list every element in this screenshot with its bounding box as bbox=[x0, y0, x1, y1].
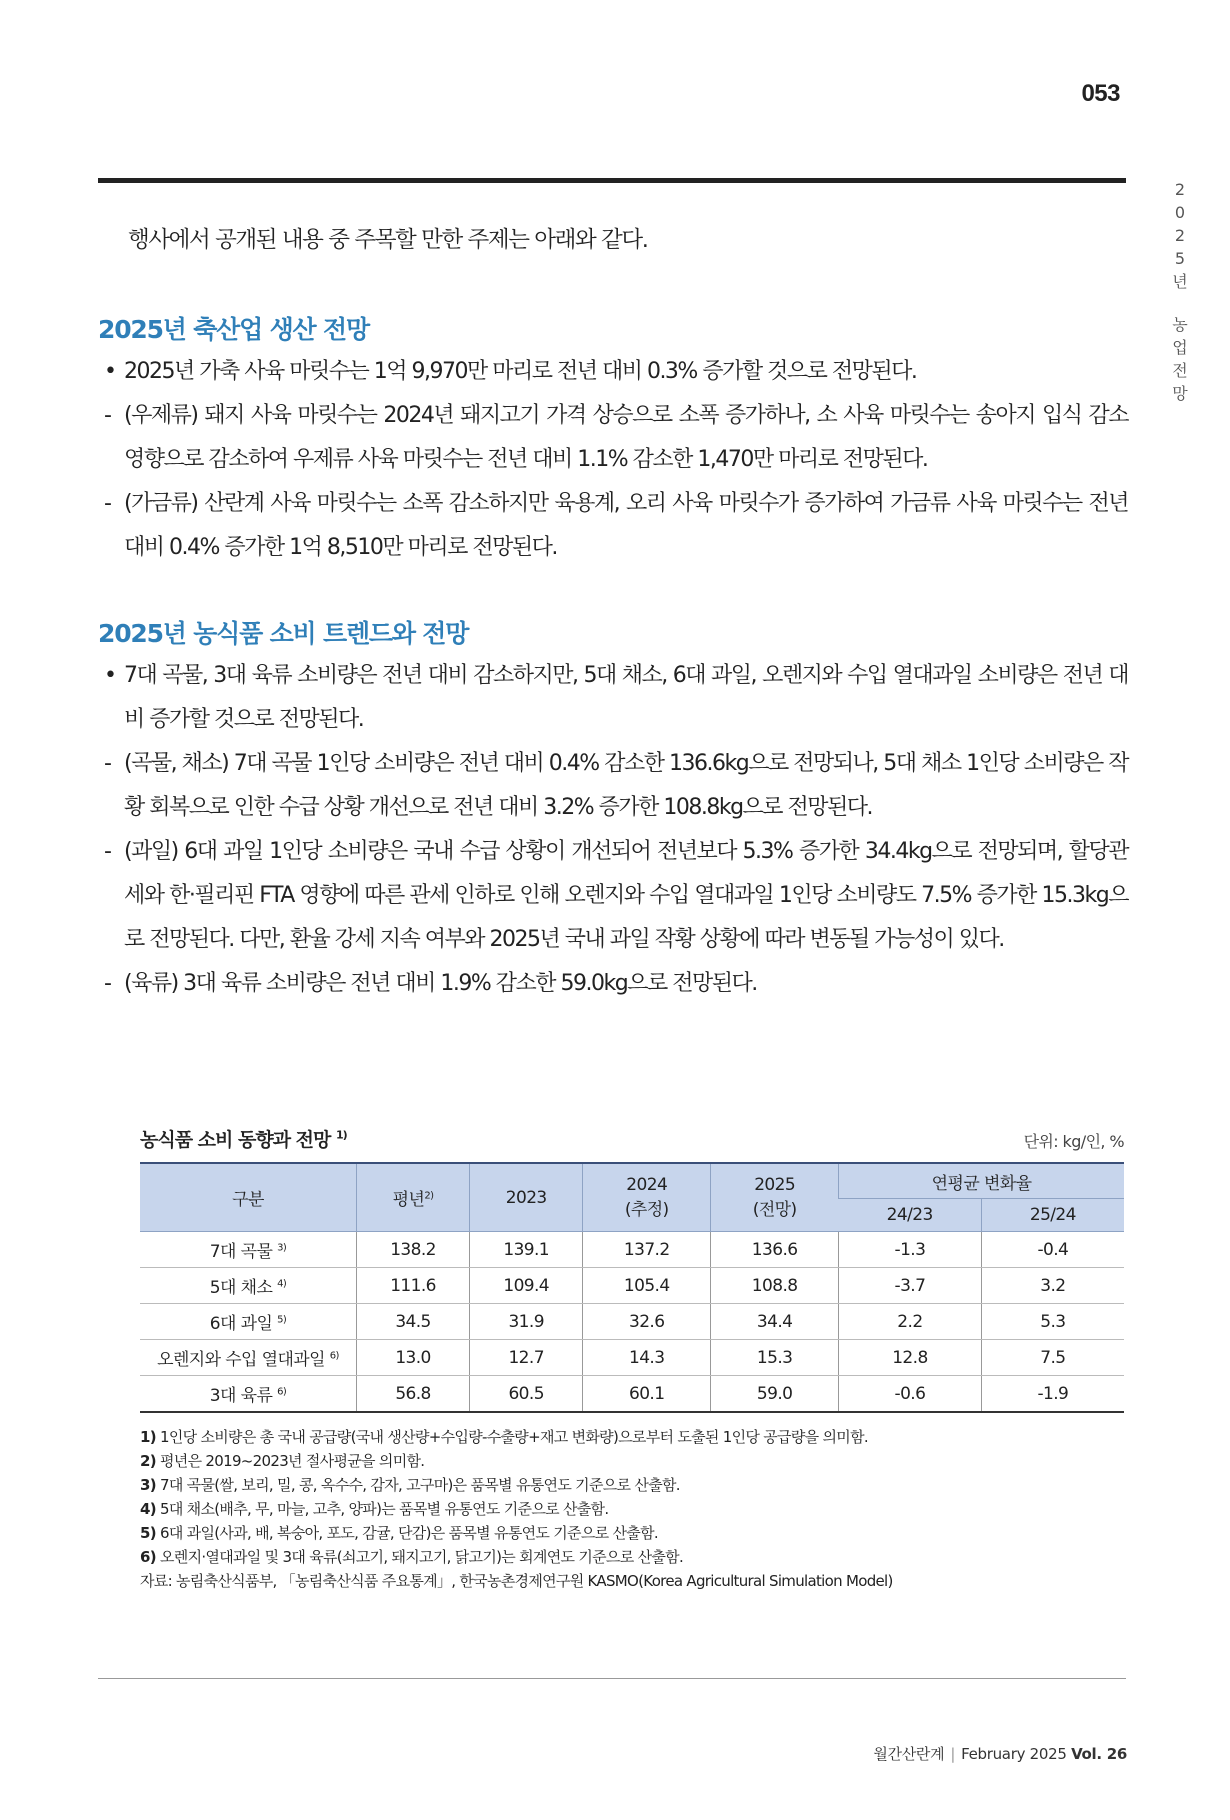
table-cell: 105.4 bbox=[583, 1268, 711, 1304]
dash-paragraph: - (육류) 3대 육류 소비량은 전년 대비 1.9% 감소한 59.0kg으로 전망된다. bbox=[98, 962, 1128, 1006]
table-cell: 60.5 bbox=[470, 1376, 583, 1413]
table-cell: 3.2 bbox=[981, 1268, 1124, 1304]
footnote-number: 1) bbox=[140, 1428, 156, 1446]
table-unit: 단위: kg/인, % bbox=[1023, 1132, 1124, 1151]
table-cell: 12.7 bbox=[470, 1340, 583, 1376]
footnote bbox=[140, 1497, 1124, 1521]
table-cell: -1.3 bbox=[839, 1232, 982, 1268]
header-2024-year: 2024 bbox=[626, 1175, 668, 1195]
header-average-footnote: 2) bbox=[424, 1190, 434, 1202]
footer-issue: February 2025 bbox=[961, 1745, 1067, 1763]
section-title-consumption: 2025년 농식품 소비 트렌드와 전망 bbox=[98, 619, 469, 648]
footnote-text: 1인당 소비량은 총 국내 공급량(국내 생산량+수입량-수출량+재고 변화량)으로부터 도출된 1인당 공급량을 의미함. bbox=[159, 1428, 868, 1446]
footnote-number: 5) bbox=[140, 1524, 156, 1542]
table-cell: 111.6 bbox=[356, 1268, 469, 1304]
table-row bbox=[140, 1340, 1124, 1376]
row-label-text: 3대 육류 bbox=[209, 1386, 273, 1406]
table-cell: -1.9 bbox=[981, 1376, 1124, 1413]
table-cell: 5.3 bbox=[981, 1304, 1124, 1340]
footnote bbox=[140, 1473, 1124, 1497]
table-cell: -3.7 bbox=[839, 1268, 982, 1304]
header-change-25-24: 25/24 bbox=[981, 1199, 1124, 1232]
row-footnote: 3) bbox=[277, 1242, 287, 1254]
side-tab-char: 2 bbox=[1174, 226, 1186, 245]
top-divider bbox=[98, 178, 1126, 183]
table-cell: 12.8 bbox=[839, 1340, 982, 1376]
intro-paragraph: 행사에서 공개된 내용 중 주목할 만한 주제는 아래와 같다. bbox=[128, 227, 648, 253]
footer-magazine: 월간산란계 bbox=[873, 1745, 945, 1763]
table-title-footnote: 1) bbox=[336, 1128, 347, 1142]
table-cell: -0.6 bbox=[839, 1376, 982, 1413]
table-row bbox=[140, 1232, 1124, 1268]
page-number: 053 bbox=[1081, 80, 1120, 107]
footnote-number: 6) bbox=[140, 1548, 156, 1566]
table-cell: 15.3 bbox=[711, 1340, 839, 1376]
row-label bbox=[140, 1232, 356, 1268]
table-row bbox=[140, 1268, 1124, 1304]
footnote bbox=[140, 1449, 1124, 1473]
footnote-text: 평년은 2019~2023년 절사평균을 의미함. bbox=[159, 1452, 425, 1470]
table-row bbox=[140, 1376, 1124, 1413]
article-body bbox=[98, 210, 1128, 1006]
row-label bbox=[140, 1340, 356, 1376]
footnote-text: 5대 채소(배추, 무, 마늘, 고추, 양파)는 품목별 유통연도 기준으로 산출함. bbox=[159, 1500, 609, 1518]
side-tab-char: 망 bbox=[1172, 384, 1188, 403]
table-cell: 60.1 bbox=[583, 1376, 711, 1413]
footnote bbox=[140, 1545, 1124, 1569]
header-change-24-23: 24/23 bbox=[839, 1199, 982, 1232]
source-note: 자료: 농림축산식품부, 「농림축산식품 주요통계」, 한국농촌경제연구원 KASMO(Korea Agricultural Simulation Model) bbox=[140, 1572, 893, 1590]
table-cell: 109.4 bbox=[470, 1268, 583, 1304]
page-footer bbox=[873, 1743, 1127, 1764]
row-label-text: 5대 채소 bbox=[209, 1278, 273, 1298]
side-tab-char: 농 bbox=[1172, 315, 1188, 334]
row-label-text: 오렌지와 수입 열대과일 bbox=[157, 1350, 325, 1370]
footnote-number: 3) bbox=[140, 1476, 156, 1494]
table-title-text: 농식품 소비 동향과 전망 bbox=[140, 1129, 331, 1151]
table-cell: 56.8 bbox=[356, 1376, 469, 1413]
table-cell: 138.2 bbox=[356, 1232, 469, 1268]
row-label bbox=[140, 1304, 356, 1340]
table-cell: 139.1 bbox=[470, 1232, 583, 1268]
bottom-divider bbox=[98, 1678, 1126, 1679]
header-2025-year: 2025 bbox=[754, 1175, 796, 1195]
table-cell: 108.8 bbox=[711, 1268, 839, 1304]
table-cell: 7.5 bbox=[981, 1340, 1124, 1376]
section-title-livestock: 2025년 축산업 생산 전망 bbox=[98, 315, 369, 344]
table-cell: 137.2 bbox=[583, 1232, 711, 1268]
bullet-paragraph: • 7대 곡물, 3대 육류 소비량은 전년 대비 감소하지만, 5대 채소, 6대 과일, 오렌지와 수입 열대과일 소비량은 전년 대비 증가할 것으로 전망된다. bbox=[98, 654, 1128, 742]
side-tab-char: 0 bbox=[1174, 203, 1186, 222]
header-category: 구분 bbox=[140, 1163, 356, 1232]
table-cell: 34.4 bbox=[711, 1304, 839, 1340]
side-tab-char: 업 bbox=[1172, 338, 1188, 357]
row-footnote: 6) bbox=[329, 1350, 339, 1362]
table-cell: 59.0 bbox=[711, 1376, 839, 1413]
header-average-text: 평년 bbox=[392, 1190, 425, 1210]
row-label bbox=[140, 1376, 356, 1413]
table-cell: 31.9 bbox=[470, 1304, 583, 1340]
side-tab-char: 전 bbox=[1172, 361, 1188, 380]
table-cell: 2.2 bbox=[839, 1304, 982, 1340]
row-label-text: 7대 곡물 bbox=[209, 1242, 273, 1262]
footnote-text: 오렌지·열대과일 및 3대 육류(쇠고기, 돼지고기, 닭고기)는 회계연도 기준으로 산출함. bbox=[159, 1548, 684, 1566]
side-section-tab bbox=[1168, 178, 1192, 405]
dash-paragraph: - (과일) 6대 과일 1인당 소비량은 국내 수급 상황이 개선되어 전년보다 5.3% 증가한 34.4kg으로 전망되며, 할당관세와 한·필리핀 FTA 영향에 따른 관세 인하로 인해 오렌지와 수입 열대과일 1인당 소비량도 7.5% 증가한 15.3kg으로 전망된다. 다만, 환율 강세 지속 여부와 2025년 국내 과일 작황 상황에 따라 변동될 가능성이 있다. bbox=[98, 830, 1128, 962]
table-cell: 34.5 bbox=[356, 1304, 469, 1340]
footnote bbox=[140, 1521, 1124, 1545]
table-row bbox=[140, 1304, 1124, 1340]
side-tab-char: 2 bbox=[1174, 180, 1186, 199]
row-footnote: 6) bbox=[277, 1386, 287, 1398]
table-title bbox=[140, 1125, 347, 1152]
footnote bbox=[140, 1425, 1124, 1449]
consumption-table-block bbox=[140, 1125, 1124, 1593]
header-change-rate: 연평균 변화율 bbox=[839, 1163, 1124, 1199]
table-cell: 32.6 bbox=[583, 1304, 711, 1340]
footnote-text: 7대 곡물(쌀, 보리, 밀, 콩, 옥수수, 감자, 고구마)은 품목별 유통연도 기준으로 산출함. bbox=[159, 1476, 680, 1494]
footnote-number: 4) bbox=[140, 1500, 156, 1518]
header-2023: 2023 bbox=[470, 1163, 583, 1232]
table-cell: 136.6 bbox=[711, 1232, 839, 1268]
header-2024 bbox=[583, 1163, 711, 1232]
row-footnote: 4) bbox=[277, 1278, 287, 1290]
dash-paragraph: - (가금류) 산란계 사육 마릿수는 소폭 감소하지만 육용계, 오리 사육 마릿수가 증가하여 가금류 사육 마릿수는 전년 대비 0.4% 증가한 1억 8,510만 마리로 전망된다. bbox=[98, 482, 1128, 570]
header-2025 bbox=[711, 1163, 839, 1232]
header-average bbox=[356, 1163, 469, 1232]
dash-paragraph: - (우제류) 돼지 사육 마릿수는 2024년 돼지고기 가격 상승으로 소폭 증가하나, 소 사육 마릿수는 송아지 입식 감소 영향으로 감소하여 우제류 사육 마릿수는 전년 대비 1.1% 감소한 1,470만 마리로 전망된다. bbox=[98, 394, 1128, 482]
header-2025-note: (전망) bbox=[752, 1200, 797, 1220]
bullet-paragraph: • 2025년 가축 사육 마릿수는 1억 9,970만 마리로 전년 대비 0.3% 증가할 것으로 전망된다. bbox=[98, 350, 1128, 394]
footer-volume: Vol. 26 bbox=[1071, 1745, 1127, 1763]
row-label-text: 6대 과일 bbox=[209, 1314, 273, 1334]
dash-paragraph: - (곡물, 채소) 7대 곡물 1인당 소비량은 전년 대비 0.4% 감소한 136.6kg으로 전망되나, 5대 채소 1인당 소비량은 작황 회복으로 인한 수급 상황 개선으로 전년 대비 3.2% 증가한 108.8kg으로 전망된다. bbox=[98, 742, 1128, 830]
row-label bbox=[140, 1268, 356, 1304]
footnote-text: 6대 과일(사과, 배, 복숭아, 포도, 감귤, 단감)은 품목별 유통연도 기준으로 산출함. bbox=[159, 1524, 658, 1542]
footer-separator: | bbox=[950, 1745, 956, 1763]
footnote-number: 2) bbox=[140, 1452, 156, 1470]
row-footnote: 5) bbox=[277, 1314, 287, 1326]
side-tab-char: 5 bbox=[1174, 249, 1186, 268]
header-2024-note: (추정) bbox=[624, 1200, 669, 1220]
table-cell: 13.0 bbox=[356, 1340, 469, 1376]
table-notes bbox=[140, 1425, 1124, 1593]
consumption-table bbox=[140, 1162, 1124, 1413]
table-cell: 14.3 bbox=[583, 1340, 711, 1376]
side-tab-char: 년 bbox=[1172, 272, 1188, 291]
table-cell: -0.4 bbox=[981, 1232, 1124, 1268]
